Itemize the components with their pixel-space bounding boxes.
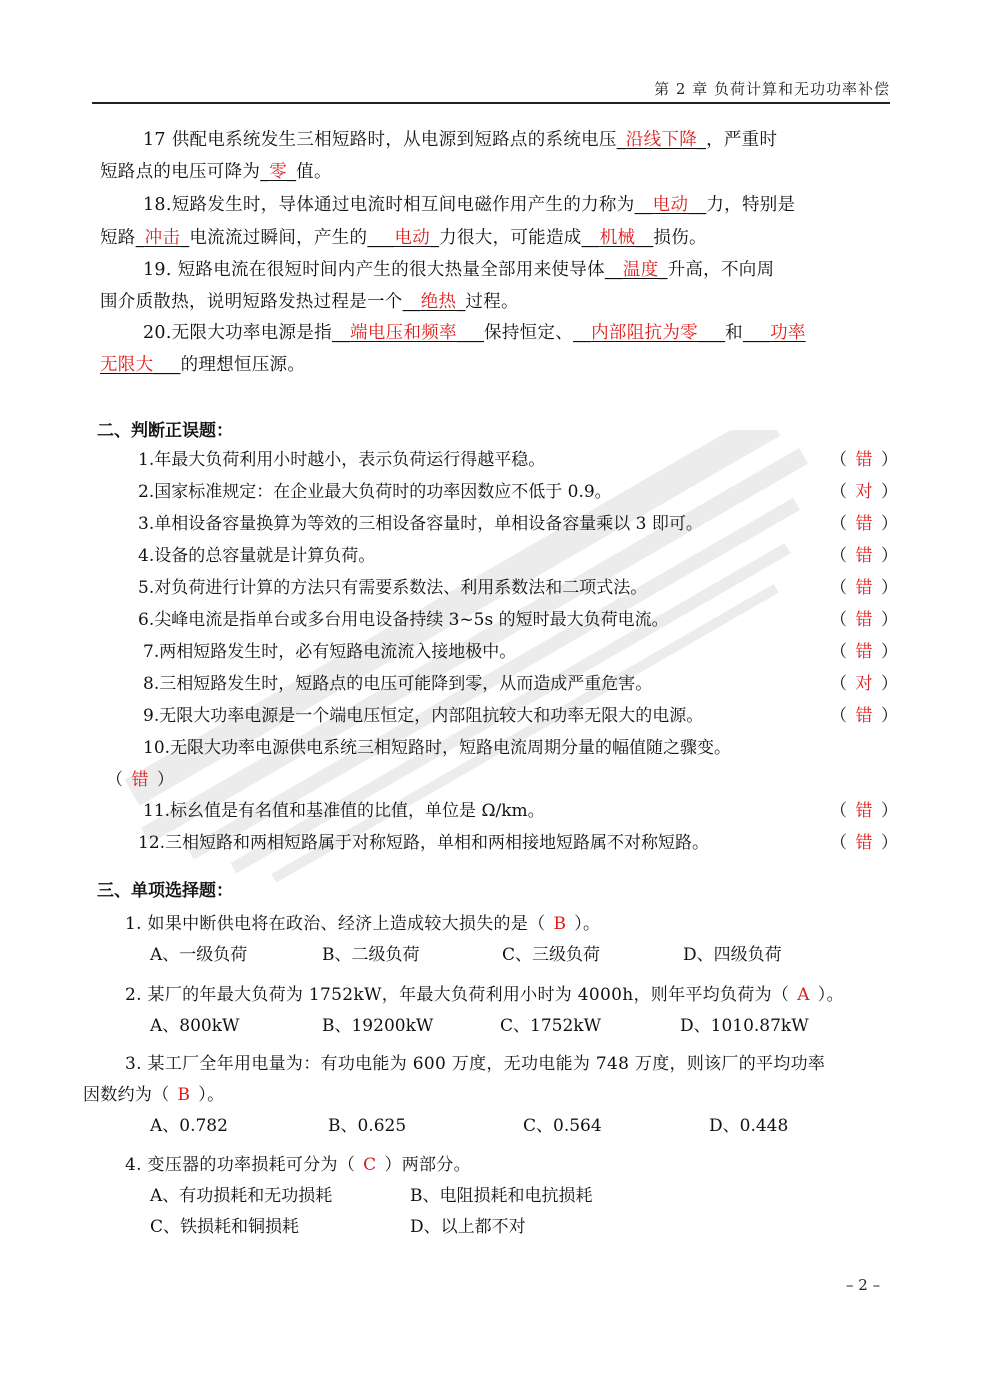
judgement-question: 11.标幺值是有名值和基准值的比值，单位是 Ω/km。	[143, 801, 545, 821]
choice-question-line	[125, 980, 844, 1005]
paren-open: （	[830, 482, 847, 502]
running-header	[92, 78, 890, 104]
choice-answer: C	[363, 1155, 377, 1175]
choice-option: C、铁损耗和铜损耗	[150, 1217, 300, 1237]
choice-options-row	[150, 1111, 228, 1136]
judgement-answer: 错	[855, 706, 873, 726]
judgement-question: 7.两相短路发生时，必有短路电流流入接地极中。	[143, 642, 517, 662]
q19-answer-1: 温度	[622, 260, 659, 280]
q18-answer-2: 冲击	[144, 228, 181, 248]
paren-close: ）	[881, 801, 898, 821]
paren-open: （	[830, 674, 847, 694]
q20-line2	[100, 351, 305, 376]
judgement-row	[138, 605, 898, 633]
choice-question-tail: ）。	[198, 1085, 225, 1105]
choice-option: B、19200kW	[322, 1016, 434, 1036]
q18-blank3: ___	[367, 228, 395, 248]
judgement-row	[143, 637, 898, 665]
judgement-question: 8.三相短路发生时，短路点的电压可能降到零，从而造成严重危害。	[143, 674, 653, 694]
q18-answer-3: 电动	[394, 228, 431, 248]
q18-blank4: __	[581, 228, 600, 248]
q17-line2	[100, 158, 332, 183]
judgement-answer-box	[830, 701, 898, 726]
judgement-answer-box	[830, 509, 898, 534]
paren-close: ）	[881, 610, 898, 630]
judgement-answer: 错	[855, 546, 873, 566]
choice-options-row	[322, 1011, 433, 1036]
q17-text-b: ，严重时	[706, 130, 778, 150]
q19-blank1: __	[604, 260, 623, 280]
q18-blank4-tail: __	[635, 228, 654, 248]
q19-text-b: 升高，不向周	[667, 260, 775, 280]
paren-close: ）	[881, 674, 898, 694]
q20-line1	[143, 319, 806, 344]
q18-text-c: 短路	[100, 228, 136, 248]
q17-text-a: 17 供配电系统发生三相短路时，从电源到短路点的系统电压	[143, 130, 617, 150]
q19-blank2: __	[402, 292, 421, 312]
choice-option: A、一级负荷	[150, 945, 248, 965]
paren-close: ）	[881, 514, 898, 534]
judgement-answer-box	[830, 796, 898, 821]
paren-close: ）	[881, 578, 898, 598]
q18-text-d: 电流流过瞬间，产生的	[189, 228, 368, 248]
choice-option: D、四级负荷	[683, 945, 782, 965]
paren-open: （	[830, 706, 847, 726]
judgement-answer: 错	[855, 642, 873, 662]
q19-text-a: 19. 短路电流在很短时间内产生的很大热量全部用来使导体	[143, 260, 605, 280]
choice-option: B、0.625	[328, 1116, 407, 1136]
paren-open: （	[830, 514, 847, 534]
q20-text-d: 的理想恒压源。	[180, 355, 306, 375]
q19-blank2-tail: _	[456, 292, 466, 312]
choice-options-row	[150, 1181, 332, 1206]
judgement-answer: 错	[855, 801, 873, 821]
q17-text-d: 值。	[296, 162, 332, 182]
q18-text-f: 损伤。	[653, 228, 707, 248]
q19-answer-2: 绝热	[420, 292, 457, 312]
q20-blank2: __	[573, 323, 592, 343]
judgement-question: 2.国家标准规定：在企业最大负荷时的功率因数应不低于 0.9。	[138, 482, 612, 502]
choice-answer: B	[177, 1085, 191, 1105]
q19-blank1-tail: _	[658, 260, 668, 280]
choice-question-tail: ）。	[574, 914, 601, 934]
paren-open: （	[830, 546, 847, 566]
section2-title: 二、判断正误题：	[97, 421, 233, 441]
judgement-question: 1.年最大负荷利用小时越小，表示负荷运行得越平稳。	[138, 450, 546, 470]
q17-blank2-tail: _	[287, 162, 297, 182]
q17-answer-1: 沿线下降	[625, 130, 697, 150]
judgement-answer-box	[830, 637, 898, 662]
header-text: 第 2 章 负荷计算和无功功率补偿	[654, 80, 890, 98]
paren-close: ）	[157, 770, 174, 790]
q17-blank: _	[616, 130, 626, 150]
choice-option: D、0.448	[709, 1116, 789, 1136]
judgement-row	[143, 733, 898, 761]
judgement-row	[138, 541, 898, 569]
choice-question-line	[125, 1150, 471, 1175]
q20-text-c: 和	[725, 323, 743, 343]
section3-title: 三、单项选择题：	[97, 881, 233, 901]
judgement-row	[143, 669, 898, 697]
choice-option: D、以上都不对	[410, 1217, 526, 1237]
judgement-answer: 对	[855, 482, 873, 502]
judgement-answer: 错	[855, 450, 873, 470]
choice-options-row	[523, 1111, 602, 1136]
choice-question-text: 因数约为（	[83, 1085, 170, 1105]
choice-option: A、800kW	[150, 1016, 240, 1036]
choice-question-tail: ）两部分。	[384, 1155, 471, 1175]
paren-open: （	[106, 770, 123, 790]
q20-blank2-tail: ___	[697, 323, 726, 343]
judgement-answer: 错	[855, 610, 873, 630]
paren-close: ）	[881, 642, 898, 662]
choice-options-row	[150, 1011, 240, 1036]
judgement-row	[138, 573, 898, 601]
q18-line2	[100, 224, 707, 249]
paren-open: （	[830, 578, 847, 598]
choice-options-row	[709, 1111, 788, 1136]
judgement-row-continuation	[106, 765, 226, 793]
q19-text-d: 过程。	[465, 292, 519, 312]
choice-options-row	[150, 1212, 299, 1237]
q20-blank3-tail: ___	[153, 355, 181, 375]
paren-close: ）	[881, 833, 898, 853]
choice-options-row	[680, 1011, 809, 1036]
judgement-row	[138, 509, 898, 537]
q20-blank3: ___	[742, 323, 771, 343]
paren-close: ）	[881, 482, 898, 502]
choice-options-row	[502, 940, 600, 965]
choice-question-text: 1. 如果中断供电将在政治、经济上造成较大损失的是（	[125, 914, 546, 934]
judgement-question: 9.无限大功率电源是一个端电压恒定，内部阻抗较大和功率无限大的电源。	[143, 706, 704, 726]
choice-option: C、三级负荷	[502, 945, 601, 965]
judgement-answer: 错	[855, 514, 873, 534]
judgement-row	[143, 796, 898, 824]
choice-question-text: 3. 某工厂全年用电量为：有功电能为 600 万度，无功电能为 748 万度，则该厂的平均功率	[125, 1054, 826, 1074]
paren-open: （	[830, 610, 847, 630]
paren-open: （	[830, 450, 847, 470]
judgement-row	[138, 828, 898, 856]
choice-question-text: 4. 变压器的功率损耗可分为（	[125, 1155, 356, 1175]
q20-blank1-tail: ___	[456, 323, 485, 343]
choice-options-row	[410, 1181, 593, 1206]
q19-line1	[143, 256, 774, 281]
q18-blank3-tail: _	[430, 228, 440, 248]
q18-line1	[143, 191, 795, 216]
q20-text-b: 保持恒定、	[484, 323, 574, 343]
judgement-answer: 对	[855, 674, 873, 694]
paren-open: （	[830, 833, 847, 853]
judgement-question: 3.单相设备容量换算为等效的三相设备容量时，单相设备容量乘以 3 即可。	[138, 514, 703, 534]
q20-answer-3a: 功率	[770, 323, 806, 343]
choice-option: A、0.782	[150, 1116, 228, 1136]
choice-option: C、0.564	[523, 1116, 602, 1136]
q17-text-c: 短路点的电压可降为	[100, 162, 261, 182]
choice-option: B、电阻损耗和电抗损耗	[410, 1186, 593, 1206]
q17-answer-2: 零	[269, 162, 288, 182]
judgement-answer: 错	[131, 770, 149, 790]
judgement-row	[143, 701, 898, 729]
choice-option: C、1752kW	[500, 1016, 602, 1036]
choice-answer: A	[797, 985, 810, 1005]
judgement-question: 6.尖峰电流是指单台或多台用电设备持续 3~5s 的短时最大负荷电流。	[138, 610, 669, 630]
paren-close: ）	[881, 546, 898, 566]
choice-options-row	[150, 940, 247, 965]
q18-answer-4: 机械	[599, 228, 636, 248]
q18-text-e: 力很大，可能造成	[439, 228, 582, 248]
q20-answer-1: 端电压和频率	[350, 323, 457, 343]
choice-question-line	[125, 1049, 825, 1074]
paren-close: ）	[881, 706, 898, 726]
choice-options-row	[410, 1212, 526, 1237]
choice-question-text: 2. 某厂的年最大负荷为 1752kW，年最大负荷利用小时为 4000h，则年平均负荷为（	[125, 985, 790, 1005]
judgement-answer: 错	[855, 833, 873, 853]
choice-options-row	[322, 940, 420, 965]
paren-close: ）	[881, 450, 898, 470]
choice-option: B、二级负荷	[322, 945, 420, 965]
q17-blank2: _	[260, 162, 270, 182]
judgement-question: 10.无限大功率电源供电系统三相短路时，短路电流周期分量的幅值随之骤变。	[143, 738, 732, 758]
judgement-answer: 错	[855, 578, 873, 598]
q18-blank2-tail: _	[180, 228, 190, 248]
judgement-answer-box	[106, 765, 174, 790]
judgement-answer-box	[830, 605, 898, 630]
judgement-question: 4.设备的总容量就是计算负荷。	[138, 546, 376, 566]
judgement-answer-box	[830, 445, 898, 470]
judgement-answer-box	[830, 828, 898, 853]
choice-question-line	[125, 909, 600, 934]
judgement-row	[138, 445, 898, 473]
choice-options-row	[328, 1111, 406, 1136]
choice-options-row	[683, 940, 782, 965]
q18-text-b: 力，特别是	[706, 195, 796, 215]
q17-blank-tail: _	[697, 130, 707, 150]
q18-blank1-tail: __	[688, 195, 707, 215]
judgement-question: 12.三相短路和两相短路属于对称短路，单相和两相接地短路属不对称短路。	[138, 833, 710, 853]
judgement-answer-box	[830, 573, 898, 598]
judgement-answer-box	[830, 477, 898, 502]
q18-blank1: __	[634, 195, 653, 215]
q18-blank2: _	[135, 228, 145, 248]
q17-line1	[143, 126, 777, 151]
q19-line2	[100, 288, 519, 313]
q19-text-c: 围介质散热，说明短路发热过程是一个	[100, 292, 403, 312]
choice-question-line	[83, 1080, 224, 1105]
choice-options-row	[500, 1011, 601, 1036]
paren-open: （	[830, 642, 847, 662]
choice-option: D、1010.87kW	[680, 1016, 809, 1036]
choice-answer: B	[553, 914, 567, 934]
q20-text-a: 20.无限大功率电源是指	[143, 323, 332, 343]
choice-option: A、有功损耗和无功损耗	[150, 1186, 333, 1206]
judgement-question: 5.对负荷进行计算的方法只有需要系数法、利用系数法和二项式法。	[138, 578, 648, 598]
q20-answer-3b: 无限大	[100, 355, 154, 375]
paren-open: （	[830, 801, 847, 821]
page-number: – 2 –	[846, 1276, 881, 1294]
q20-blank1: __	[331, 323, 351, 343]
q18-answer-1: 电动	[652, 195, 689, 215]
q18-text-a: 18.短路发生时，导体通过电流时相互间电磁作用产生的力称为	[143, 195, 635, 215]
judgement-answer-box	[830, 669, 898, 694]
choice-question-tail: ）。	[817, 985, 844, 1005]
judgement-row	[138, 477, 898, 505]
judgement-answer-box	[830, 541, 898, 566]
q20-answer-2: 内部阻抗为零	[591, 323, 698, 343]
